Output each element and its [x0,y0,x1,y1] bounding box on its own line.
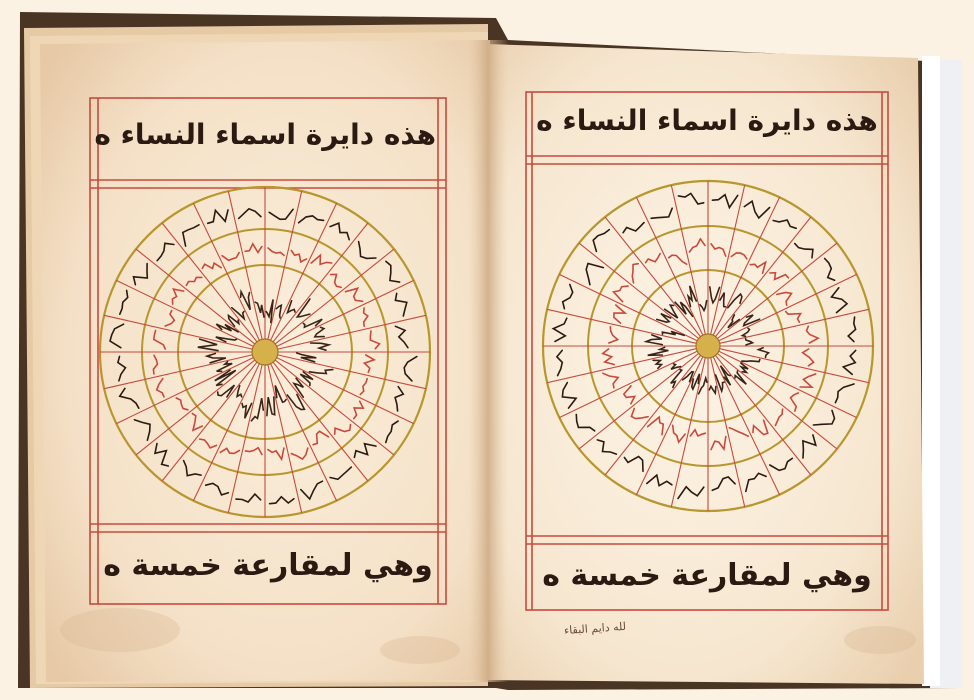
margin-note: لله دايم البقاء [563,619,627,638]
left-page-title: هذه دايرة اسماء النساء ه [94,118,436,151]
right-center-dot [696,334,720,358]
left-center-dot [252,339,278,365]
left-page-footer: وهي لمقارعة خمسة ه [103,548,433,583]
right-page-footer: وهي لمقارعة خمسة ه [542,558,872,593]
gutter-shadow [468,40,508,682]
right-page-title: هذه دايرة اسماء النساء ه [536,104,878,137]
